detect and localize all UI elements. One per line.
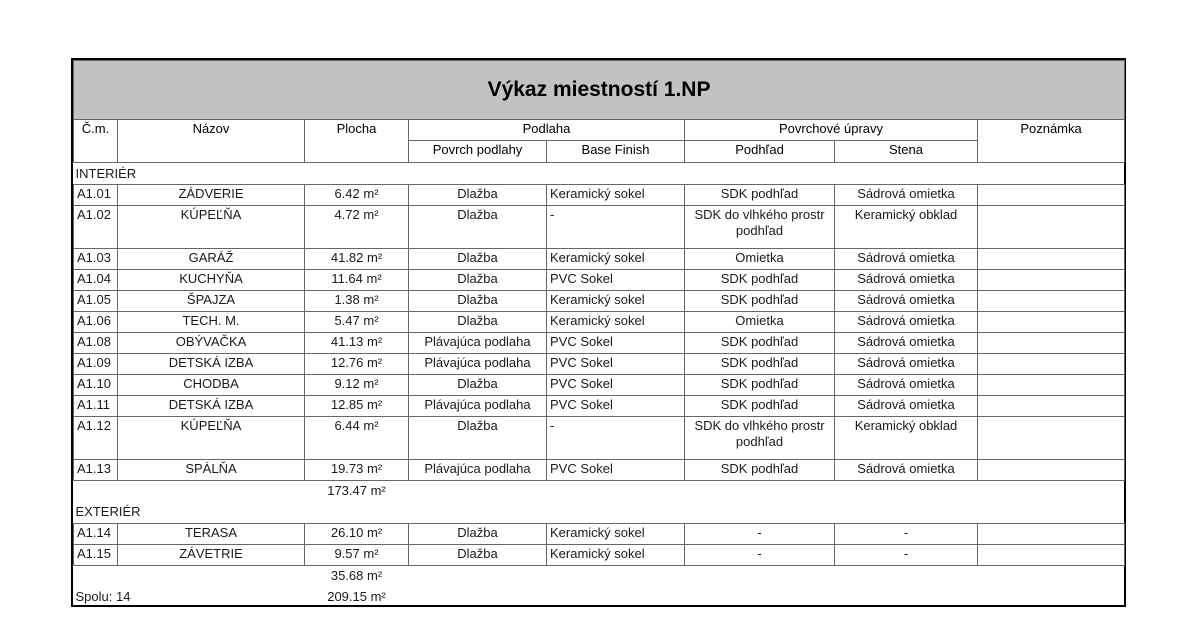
room-number-cell: A1.08 bbox=[74, 333, 118, 354]
wall-cell: Sádrová omietka bbox=[835, 333, 978, 354]
column-header-base-finish: Base Finish bbox=[547, 141, 685, 163]
total-area-value: 209.15 m² bbox=[327, 589, 386, 604]
wall-cell: Sádrová omietka bbox=[835, 249, 978, 270]
wall-cell: - bbox=[835, 545, 978, 566]
base-finish-cell: Keramický sokel bbox=[547, 524, 685, 545]
note-cell bbox=[978, 291, 1125, 312]
area-cell: 12.85 m² bbox=[305, 396, 409, 417]
base-finish-cell: Keramický sokel bbox=[547, 185, 685, 206]
wall-cell: - bbox=[835, 524, 978, 545]
table-row bbox=[74, 396, 1125, 417]
note-cell bbox=[978, 354, 1125, 375]
area-cell: 26.10 m² bbox=[305, 524, 409, 545]
area-cell: 1.38 m² bbox=[305, 291, 409, 312]
exterior-subtotal-value: 35.68 m² bbox=[330, 568, 383, 584]
wall-cell: Sádrová omietka bbox=[835, 396, 978, 417]
table-row bbox=[74, 61, 1125, 120]
note-cell bbox=[978, 396, 1125, 417]
section-row-exterior bbox=[74, 502, 1125, 524]
grand-total-row bbox=[74, 587, 1125, 608]
room-name-cell: CHODBA bbox=[118, 375, 305, 396]
table-row bbox=[74, 206, 1125, 249]
base-finish-cell: PVC Sokel bbox=[547, 375, 685, 396]
room-name-cell: DETSKÁ IZBA bbox=[118, 396, 305, 417]
room-schedule-table bbox=[73, 60, 1125, 608]
floor-surface-cell: Plávajúca podlaha bbox=[409, 354, 547, 375]
floor-surface-cell: Dlažba bbox=[409, 524, 547, 545]
wall-cell: Sádrová omietka bbox=[835, 354, 978, 375]
spacer-cell bbox=[409, 566, 1125, 587]
table-row bbox=[74, 291, 1125, 312]
floor-surface-cell: Dlažba bbox=[409, 417, 547, 460]
wall-cell: Sádrová omietka bbox=[835, 312, 978, 333]
room-name-cell: ZÁVETRIE bbox=[118, 545, 305, 566]
table-row bbox=[74, 249, 1125, 270]
table-row bbox=[74, 545, 1125, 566]
room-name-cell: ZÁDVERIE bbox=[118, 185, 305, 206]
ceiling-cell: Omietka bbox=[685, 249, 835, 270]
column-header-room-number: Č.m. bbox=[74, 120, 118, 163]
spacer-cell bbox=[74, 566, 305, 587]
table-row bbox=[74, 185, 1125, 206]
room-name-cell: GARÁŽ bbox=[118, 249, 305, 270]
wall-cell: Keramický obklad bbox=[835, 206, 978, 249]
column-header-ceiling: Podhľad bbox=[685, 141, 835, 163]
spacer-cell bbox=[409, 587, 1125, 608]
floor-surface-cell: Dlažba bbox=[409, 206, 547, 249]
table-row bbox=[74, 375, 1125, 396]
column-header-floor-surface: Povrch podlahy bbox=[409, 141, 547, 163]
note-cell bbox=[978, 270, 1125, 291]
base-finish-cell: - bbox=[547, 417, 685, 460]
column-header-area: Plocha bbox=[305, 120, 409, 163]
base-finish-cell: PVC Sokel bbox=[547, 396, 685, 417]
interior-subtotal-value: 173.47 m² bbox=[327, 483, 386, 499]
floor-surface-cell: Dlažba bbox=[409, 185, 547, 206]
wall-cell: Sádrová omietka bbox=[835, 375, 978, 396]
table-row bbox=[74, 333, 1125, 354]
table-row bbox=[74, 120, 1125, 141]
wall-cell: Sádrová omietka bbox=[835, 291, 978, 312]
area-cell: 41.82 m² bbox=[305, 249, 409, 270]
table-row bbox=[74, 524, 1125, 545]
base-finish-cell: PVC Sokel bbox=[547, 354, 685, 375]
ceiling-cell: - bbox=[685, 545, 835, 566]
ceiling-cell: SDK podhľad bbox=[685, 354, 835, 375]
table-row bbox=[74, 354, 1125, 375]
floor-surface-cell: Plávajúca podlaha bbox=[409, 460, 547, 481]
wall-cell: Sádrová omietka bbox=[835, 185, 978, 206]
ceiling-cell: - bbox=[685, 524, 835, 545]
room-name-cell: ŠPAJZA bbox=[118, 291, 305, 312]
section-label-exterior: EXTERIÉR bbox=[75, 504, 141, 520]
base-finish-cell: PVC Sokel bbox=[547, 460, 685, 481]
floor-surface-cell: Dlažba bbox=[409, 545, 547, 566]
ceiling-cell: SDK podhľad bbox=[685, 333, 835, 354]
wall-cell: Sádrová omietka bbox=[835, 270, 978, 291]
ceiling-cell: Omietka bbox=[685, 312, 835, 333]
table-row bbox=[74, 417, 1125, 460]
base-finish-cell: Keramický sokel bbox=[547, 249, 685, 270]
floor-surface-cell: Dlažba bbox=[409, 249, 547, 270]
ceiling-cell: SDK podhľad bbox=[685, 185, 835, 206]
floor-surface-cell: Dlažba bbox=[409, 270, 547, 291]
ceiling-cell: SDK podhľad bbox=[685, 291, 835, 312]
wall-cell: Keramický obklad bbox=[835, 417, 978, 460]
area-cell: 9.12 m² bbox=[305, 375, 409, 396]
base-finish-cell: Keramický sokel bbox=[547, 291, 685, 312]
floor-surface-cell: Dlažba bbox=[409, 375, 547, 396]
room-name-cell: SPÁLŇA bbox=[118, 460, 305, 481]
spacer-cell bbox=[74, 481, 305, 502]
area-cell: 5.47 m² bbox=[305, 312, 409, 333]
note-cell bbox=[978, 460, 1125, 481]
section-label-interior: INTERIÉR bbox=[75, 165, 137, 181]
total-room-count-label: Spolu: 14 bbox=[75, 589, 131, 604]
room-name-cell: KUCHYŇA bbox=[118, 270, 305, 291]
area-cell: 11.64 m² bbox=[305, 270, 409, 291]
area-cell: 9.57 m² bbox=[305, 545, 409, 566]
base-finish-cell: Keramický sokel bbox=[547, 312, 685, 333]
column-header-wall: Stena bbox=[835, 141, 978, 163]
room-number-cell: A1.06 bbox=[74, 312, 118, 333]
base-finish-cell: Keramický sokel bbox=[547, 545, 685, 566]
room-name-cell: KÚPEĽŇA bbox=[118, 206, 305, 249]
area-cell: 41.13 m² bbox=[305, 333, 409, 354]
area-cell: 6.42 m² bbox=[305, 185, 409, 206]
base-finish-cell: PVC Sokel bbox=[547, 270, 685, 291]
note-cell bbox=[978, 206, 1125, 249]
table-row bbox=[74, 312, 1125, 333]
note-cell bbox=[978, 333, 1125, 354]
room-number-cell: A1.02 bbox=[74, 206, 118, 249]
wall-cell: Sádrová omietka bbox=[835, 460, 978, 481]
group-header-surface-finishes: Povrchové úpravy bbox=[685, 120, 978, 141]
note-cell bbox=[978, 185, 1125, 206]
floor-surface-cell: Plávajúca podlaha bbox=[409, 333, 547, 354]
room-number-cell: A1.04 bbox=[74, 270, 118, 291]
floor-surface-cell: Dlažba bbox=[409, 312, 547, 333]
base-finish-cell: PVC Sokel bbox=[547, 333, 685, 354]
exterior-subtotal-row bbox=[74, 566, 1125, 587]
group-header-floor: Podlaha bbox=[409, 120, 685, 141]
room-name-cell: TERASA bbox=[118, 524, 305, 545]
column-header-name: Názov bbox=[118, 120, 305, 163]
room-number-cell: A1.03 bbox=[74, 249, 118, 270]
ceiling-cell: SDK do vlhkého prostr podhľad bbox=[685, 206, 835, 249]
room-number-cell: A1.12 bbox=[74, 417, 118, 460]
ceiling-cell: SDK podhľad bbox=[685, 375, 835, 396]
note-cell bbox=[978, 249, 1125, 270]
table-row bbox=[74, 270, 1125, 291]
room-number-cell: A1.09 bbox=[74, 354, 118, 375]
room-number-cell: A1.15 bbox=[74, 545, 118, 566]
room-schedule-table-frame bbox=[71, 58, 1126, 607]
room-number-cell: A1.10 bbox=[74, 375, 118, 396]
note-cell bbox=[978, 545, 1125, 566]
room-name-cell: KÚPEĽŇA bbox=[118, 417, 305, 460]
room-number-cell: A1.11 bbox=[74, 396, 118, 417]
interior-subtotal-row bbox=[74, 481, 1125, 502]
ceiling-cell: SDK podhľad bbox=[685, 396, 835, 417]
room-number-cell: A1.14 bbox=[74, 524, 118, 545]
room-name-cell: TECH. M. bbox=[118, 312, 305, 333]
ceiling-cell: SDK podhľad bbox=[685, 270, 835, 291]
note-cell bbox=[978, 524, 1125, 545]
area-cell: 4.72 m² bbox=[305, 206, 409, 249]
ceiling-cell: SDK do vlhkého prostr podhľad bbox=[685, 417, 835, 460]
area-cell: 12.76 m² bbox=[305, 354, 409, 375]
room-name-cell: DETSKÁ IZBA bbox=[118, 354, 305, 375]
column-header-note: Poznámka bbox=[978, 120, 1125, 163]
area-cell: 6.44 m² bbox=[305, 417, 409, 460]
note-cell bbox=[978, 375, 1125, 396]
room-number-cell: A1.01 bbox=[74, 185, 118, 206]
table-title: Výkaz miestností 1.NP bbox=[74, 61, 1125, 120]
room-name-cell: OBÝVAČKA bbox=[118, 333, 305, 354]
table-row bbox=[74, 460, 1125, 481]
floor-surface-cell: Dlažba bbox=[409, 291, 547, 312]
base-finish-cell: - bbox=[547, 206, 685, 249]
room-number-cell: A1.13 bbox=[74, 460, 118, 481]
ceiling-cell: SDK podhľad bbox=[685, 460, 835, 481]
floor-surface-cell: Plávajúca podlaha bbox=[409, 396, 547, 417]
area-cell: 19.73 m² bbox=[305, 460, 409, 481]
note-cell bbox=[978, 312, 1125, 333]
room-number-cell: A1.05 bbox=[74, 291, 118, 312]
spacer-cell bbox=[409, 481, 1125, 502]
section-row-interior bbox=[74, 163, 1125, 185]
note-cell bbox=[978, 417, 1125, 460]
